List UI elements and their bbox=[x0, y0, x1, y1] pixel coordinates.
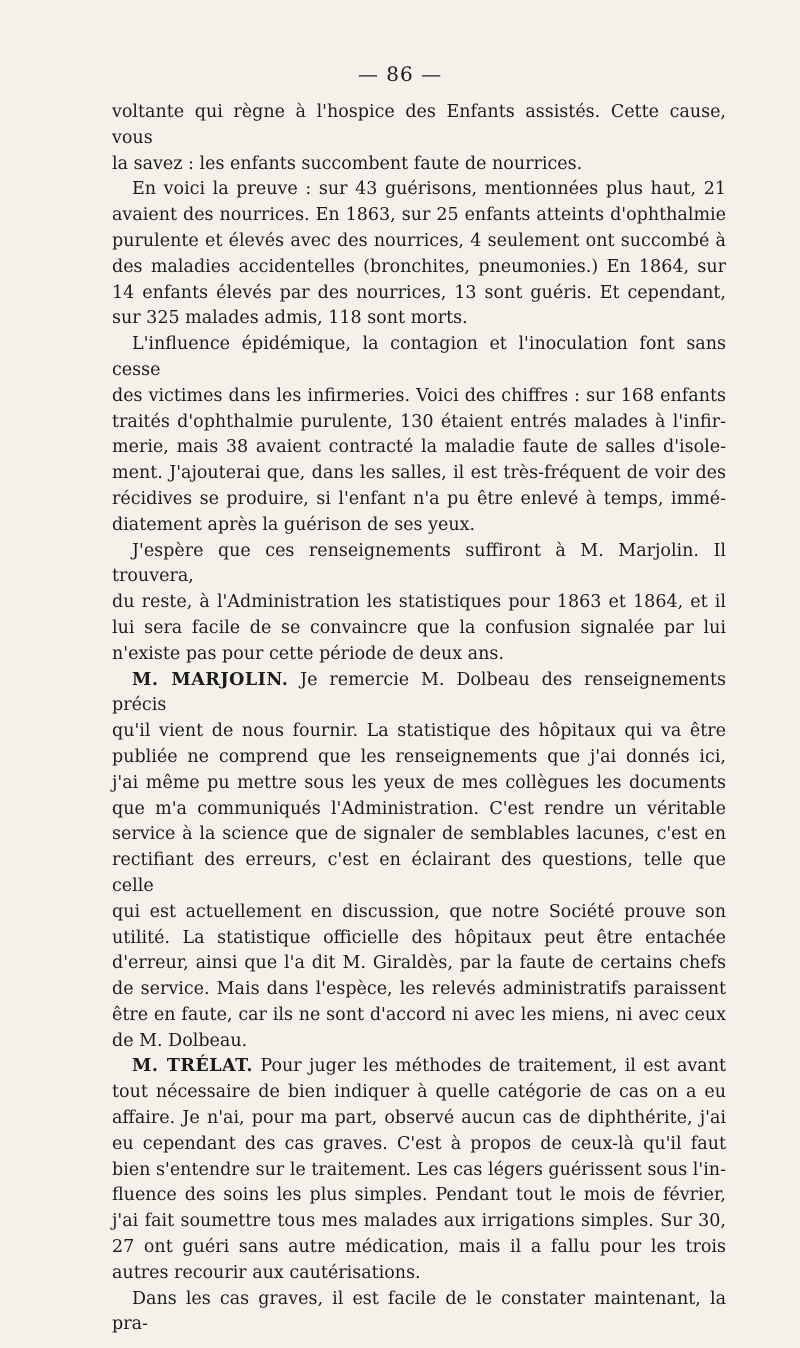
text-line: ment. J'ajouterai que, dans les salles, il est très-fréquent de voir des bbox=[112, 463, 726, 484]
speaker-name: M. TRÉLAT. bbox=[132, 1056, 254, 1077]
text-line: Je remercie M. Dolbeau des renseignements précis bbox=[112, 669, 726, 716]
text-line: du reste, à l'Administration les statistiques pour 1863 et 1864, et il bbox=[112, 592, 726, 613]
text-line: affaire. Je n'ai, pour ma part, observé aucun cas de diphthérite, j'ai bbox=[112, 1108, 726, 1129]
text-line: des maladies accidentelles (bronchites, pneumonies.) En 1864, sur bbox=[112, 256, 726, 277]
text-line: de service. Mais dans l'espèce, les relevés administratifs paraissent bbox=[112, 979, 726, 1000]
text-line: récidives se produire, si l'enfant n'a pu être enlevé à temps, immé- bbox=[112, 488, 726, 509]
text-line: rectifiant des erreurs, c'est en éclairant des questions, telle que celle bbox=[112, 850, 726, 896]
text-line: que m'a communiqués l'Administration. C'est rendre un véritable bbox=[112, 798, 726, 819]
text-line: publiée ne comprend que les renseignements que j'ai donnés ici, bbox=[112, 746, 726, 767]
text-line: 27 ont guéri sans autre médication, mais il a fallu pour les trois bbox=[112, 1237, 726, 1258]
text-line: utilité. La statistique officielle des hôpitaux peut être entachée bbox=[112, 927, 726, 948]
text-line: Dans les cas graves, il est facile de le constater maintenant, la pra- bbox=[112, 1288, 726, 1335]
text-line: diatement après la guérison de ses yeux. bbox=[112, 514, 476, 535]
text-line: qui est actuellement en discussion, que notre Société prouve son bbox=[112, 901, 726, 922]
text-line: J'espère que ces renseignements suffiront à M. Marjolin. Il trouvera, bbox=[112, 540, 726, 587]
body-text bbox=[112, 100, 726, 1338]
text-line: bien s'entendre sur le traitement. Les cas légers guérissent sous l'in- bbox=[112, 1159, 726, 1180]
text-line: tout nécessaire de bien indiquer à quelle catégorie de cas on a eu bbox=[112, 1082, 726, 1103]
text-line: En voici la preuve : sur 43 guérisons, mentionnées plus haut, 21 bbox=[132, 179, 726, 200]
page-number: — 86 — bbox=[357, 62, 443, 86]
text-line: Pour juger les méthodes de traitement, il est avant bbox=[260, 1056, 726, 1077]
text-line: traités d'ophthalmie purulente, 130 étaient entrés malades à l'infir- bbox=[112, 411, 726, 432]
text-line: d'erreur, ainsi que l'a dit M. Giraldès, par la faute de certains chefs bbox=[112, 953, 726, 974]
text-line: la savez : les enfants succombent faute de nourrices. bbox=[112, 153, 583, 174]
text-line: autres recourir aux cautérisations. bbox=[112, 1262, 421, 1283]
text-line: de M. Dolbeau. bbox=[112, 1030, 248, 1051]
text-line: avaient des nourrices. En 1863, sur 25 enfants atteints d'ophthalmie bbox=[112, 205, 726, 226]
text-line: des victimes dans les infirmeries. Voici des chiffres : sur 168 enfants bbox=[112, 385, 726, 406]
text-line: n'existe pas pour cette période de deux ans. bbox=[112, 643, 504, 664]
speaker-paragraph-start bbox=[112, 1054, 726, 1080]
text-line: eu cependant des cas graves. C'est à propos de ceux-là qu'il faut bbox=[112, 1133, 726, 1154]
speaker-name: M. MARJOLIN. bbox=[132, 669, 289, 690]
text-line: 14 enfants élevés par des nourrices, 13 sont guéris. Et cependant, bbox=[112, 282, 726, 303]
text-line: L'influence épidémique, la contagion et l'inoculation font sans cesse bbox=[112, 334, 726, 380]
text-line: merie, mais 38 avaient contracté la maladie faute de salles d'isole- bbox=[112, 437, 726, 458]
speaker-paragraph-start bbox=[112, 668, 726, 720]
text-line: j'ai même pu mettre sous les yeux de mes collègues les documents bbox=[112, 772, 726, 793]
text-line: sur 325 malades admis, 118 sont morts. bbox=[112, 308, 468, 329]
text-line: service à la science que de signaler de semblables lacunes, c'est en bbox=[112, 824, 726, 845]
text-line: fluence des soins les plus simples. Pendant tout le mois de février, bbox=[112, 1185, 726, 1206]
text-line: être en faute, car ils ne sont d'accord ni avec les miens, ni avec ceux bbox=[112, 1004, 726, 1025]
text-line: j'ai fait soumettre tous mes malades aux irrigations simples. Sur 30, bbox=[112, 1211, 726, 1232]
text-line: voltante qui règne à l'hospice des Enfants assistés. Cette cause, vous bbox=[112, 102, 726, 148]
text-line: lui sera facile de se convaincre que la confusion signalée par lui bbox=[112, 617, 726, 638]
text-line: qu'il vient de nous fournir. La statistique des hôpitaux qui va être bbox=[112, 721, 726, 742]
text-line: purulente et élevés avec des nourrices, 4 seulement ont succombé à bbox=[112, 230, 726, 251]
